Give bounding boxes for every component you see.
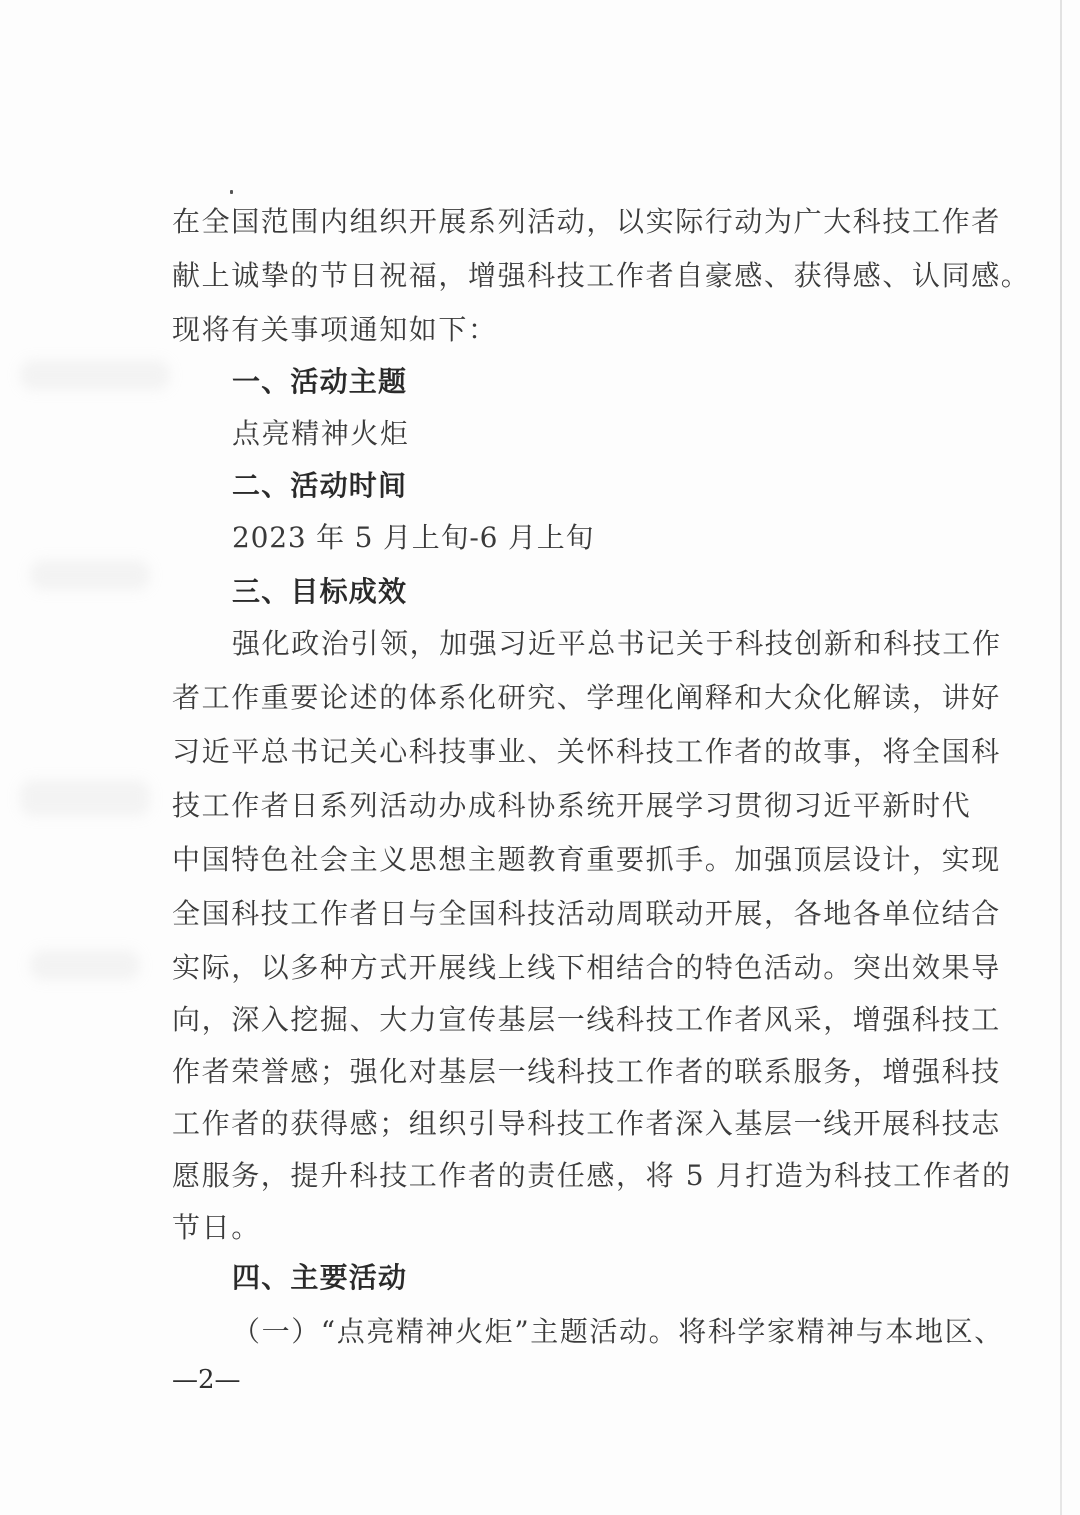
section-2-body: 2023 年 5 月上旬-6 月上旬 (232, 521, 595, 554)
section-1-heading: 一、活动主题 (232, 365, 408, 398)
goal-line-1: 强化政治引领，加强习近平总书记关于科技创新和科技工作 (232, 627, 1002, 660)
section-3-heading: 三、目标成效 (232, 575, 408, 608)
activity-line-1: （一）“点亮精神火炬”主题活动。将科学家精神与本地区、 (232, 1315, 1004, 1348)
section-2-heading: 二、活动时间 (232, 469, 408, 502)
goal-line-4: 技工作者日系列活动办成科协系统开展学习贯彻习近平新时代 (172, 789, 972, 822)
page-edge-shadow (1060, 0, 1062, 1515)
intro-line-1: 在全国范围内组织开展系列活动，以实际行动为广大科技工作者 (172, 205, 1001, 238)
section-1-body: 点亮精神火炬 (232, 417, 410, 450)
goal-line-10: 工作者的获得感；组织引导科技工作者深入基层一线开展科技志 (172, 1107, 1001, 1140)
scan-smudge (30, 560, 150, 590)
goal-line-2: 者工作重要论述的体系化研究、学理化阐释和大众化解读，讲好 (172, 681, 1001, 714)
page-number: —2— (172, 1365, 241, 1395)
goal-line-7: 实际，以多种方式开展线上线下相结合的特色活动。突出效果导 (172, 951, 1001, 984)
goal-line-5: 中国特色社会主义思想主题教育重要抓手。加强顶层设计，实现 (172, 843, 1001, 876)
goal-line-3: 习近平总书记关心科技事业、关怀科技工作者的故事，将全国科 (172, 735, 1001, 768)
scan-speck (230, 190, 233, 194)
intro-line-2: 献上诚挚的节日祝福，增强科技工作者自豪感、获得感、认同感。 (172, 259, 1031, 292)
scan-smudge (20, 780, 150, 816)
goal-line-12: 节日。 (172, 1211, 261, 1244)
intro-line-3: 现将有关事项通知如下： (172, 313, 498, 346)
scan-smudge (30, 950, 140, 980)
goal-line-11: 愿服务，提升科技工作者的责任感，将 5 月打造为科技工作者的 (172, 1159, 1012, 1192)
goal-line-9: 作者荣誉感；强化对基层一线科技工作者的联系服务，增强科技 (172, 1055, 1001, 1088)
goal-line-6: 全国科技工作者日与全国科技活动周联动开展，各地各单位结合 (172, 897, 1001, 930)
goal-line-8: 向，深入挖掘、大力宣传基层一线科技工作者风采，增强科技工 (172, 1003, 1001, 1036)
section-4-heading: 四、主要活动 (232, 1261, 408, 1294)
scan-smudge (20, 360, 170, 390)
